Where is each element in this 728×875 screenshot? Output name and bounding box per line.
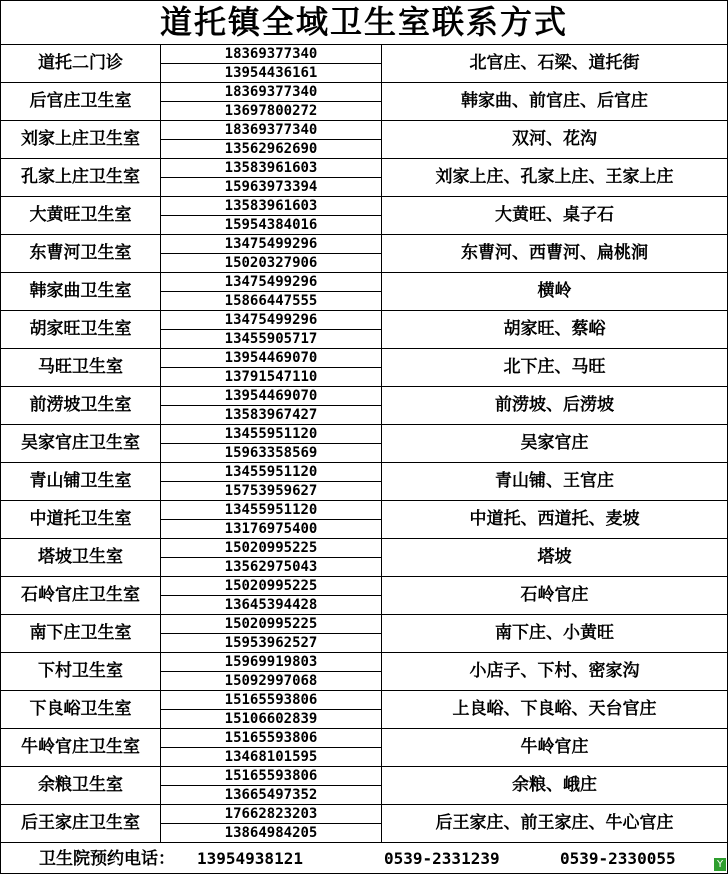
table-row: [1, 349, 727, 387]
phone-cell: [161, 83, 382, 120]
page-title: 道托镇全域卫生室联系方式: [1, 1, 727, 45]
phone-number: 15954384016: [224, 217, 318, 233]
service-areas: 前涝坡、后涝坡: [495, 395, 614, 415]
service-areas: 双河、花沟: [512, 129, 597, 149]
table-row: [1, 653, 727, 691]
phone-cell: [161, 653, 382, 690]
service-areas: 后王家庄、前王家庄、牛心官庄: [435, 813, 674, 833]
phone-number: 13562975043: [224, 559, 318, 575]
phone-number: 15020995225: [161, 539, 381, 558]
table-row: [1, 767, 727, 805]
table-row: [1, 463, 727, 501]
footer-phone-landline-1: 0539-2331239: [384, 849, 500, 868]
service-areas: 刘家上庄、孔家上庄、王家上庄: [435, 167, 674, 187]
phone-cell: [161, 691, 382, 728]
phone-cell: [161, 767, 382, 804]
phone-number: 13583967427: [224, 407, 318, 423]
corner-mark-icon: Y: [714, 858, 726, 871]
footer-appointment: [1, 843, 727, 873]
clinic-name: 青山铺卫生室: [1, 463, 161, 500]
phone-number: 15106602839: [224, 711, 318, 727]
phone-number: 15165593806: [161, 691, 381, 710]
service-areas: 小店子、下村、密家沟: [469, 661, 640, 681]
clinic-name: 道托二门诊: [1, 45, 161, 82]
service-areas: 北官庄、石梁、道托街: [469, 53, 640, 73]
table-row: [1, 387, 727, 425]
phone-number: 15165593806: [161, 729, 381, 748]
phone-number: 13176975400: [224, 521, 318, 537]
phone-number: 13954436161: [224, 65, 318, 81]
table-row: [1, 691, 727, 729]
phone-cell: [161, 273, 382, 310]
service-areas: 中道托、西道托、麦坡: [469, 509, 640, 529]
phone-cell: [161, 121, 382, 158]
clinic-name: 吴家官庄卫生室: [1, 425, 161, 462]
contact-table: [1, 45, 727, 843]
table-row: [1, 121, 727, 159]
service-areas: 青山铺、王官庄: [495, 471, 614, 491]
table-row: [1, 539, 727, 577]
table-row: [1, 615, 727, 653]
clinic-name: 马旺卫生室: [1, 349, 161, 386]
phone-cell: [161, 729, 382, 766]
phone-number: 13455951120: [161, 425, 381, 444]
service-areas: 大黄旺、桌子石: [495, 205, 614, 225]
footer-phone-mobile: 13954938121: [197, 849, 303, 868]
phone-cell: [161, 159, 382, 196]
phone-cell: [161, 539, 382, 576]
service-areas: 韩家曲、前官庄、后官庄: [461, 91, 648, 111]
clinic-name: 东曹河卫生室: [1, 235, 161, 272]
service-areas: 南下庄、小黄旺: [495, 623, 614, 643]
clinic-name: 胡家旺卫生室: [1, 311, 161, 348]
phone-number: 15866447555: [224, 293, 318, 309]
phone-cell: [161, 387, 382, 424]
phone-number: 15969919803: [161, 653, 381, 672]
phone-cell: [161, 577, 382, 614]
clinic-name: 大黄旺卫生室: [1, 197, 161, 234]
phone-number: 13583961603: [161, 159, 381, 178]
phone-number: 13697800272: [224, 103, 318, 119]
phone-number: 17662823203: [161, 805, 381, 824]
clinic-name: 韩家曲卫生室: [1, 273, 161, 310]
phone-number: 13791547110: [224, 369, 318, 385]
footer-phone-landline-2: 0539-2330055: [560, 849, 676, 868]
table-row: [1, 425, 727, 463]
phone-number: 15753959627: [224, 483, 318, 499]
table-row: [1, 273, 727, 311]
phone-number: 18369377340: [161, 83, 381, 102]
phone-cell: [161, 311, 382, 348]
phone-cell: [161, 349, 382, 386]
service-areas: 石岭官庄: [520, 585, 589, 605]
clinic-name: 牛岭官庄卫生室: [1, 729, 161, 766]
phone-number: 15020995225: [161, 577, 381, 596]
phone-number: 15020327906: [224, 255, 318, 271]
phone-number: 15020995225: [161, 615, 381, 634]
phone-number: 18369377340: [161, 121, 381, 140]
service-areas: 余粮、峨庄: [512, 775, 597, 795]
clinic-name: 南下庄卫生室: [1, 615, 161, 652]
phone-number: 15092997068: [224, 673, 318, 689]
phone-cell: [161, 805, 382, 842]
phone-number: 13954469070: [161, 387, 381, 406]
phone-number: 15963973394: [224, 179, 318, 195]
phone-number: 15953962527: [224, 635, 318, 651]
clinic-name: 孔家上庄卫生室: [1, 159, 161, 196]
service-areas: 东曹河、西曹河、扁桃涧: [461, 243, 648, 263]
clinic-name: 下村卫生室: [1, 653, 161, 690]
table-row: [1, 311, 727, 349]
clinic-name: 塔坡卫生室: [1, 539, 161, 576]
service-areas: 胡家旺、蔡峪: [503, 319, 606, 339]
table-row: [1, 235, 727, 273]
phone-number: 13468101595: [224, 749, 318, 765]
phone-number: 13665497352: [224, 787, 318, 803]
table-row: [1, 159, 727, 197]
footer-label: 卫生院预约电话：: [39, 849, 175, 869]
phone-number: 15963358569: [224, 445, 318, 461]
phone-number: 13864984205: [224, 825, 318, 841]
table-row: [1, 729, 727, 767]
phone-cell: [161, 615, 382, 652]
clinic-name: 后官庄卫生室: [1, 83, 161, 120]
clinic-name: 刘家上庄卫生室: [1, 121, 161, 158]
service-areas: 吴家官庄: [520, 433, 589, 453]
phone-number: 13475499296: [161, 235, 381, 254]
phone-number: 15165593806: [161, 767, 381, 786]
phone-number: 13455951120: [161, 501, 381, 520]
phone-cell: [161, 425, 382, 462]
phone-number: 18369377340: [161, 45, 381, 64]
phone-number: 13455951120: [161, 463, 381, 482]
clinic-name: 中道托卫生室: [1, 501, 161, 538]
service-areas: 塔坡: [537, 547, 572, 567]
phone-cell: [161, 463, 382, 500]
phone-cell: [161, 45, 382, 82]
phone-number: 13475499296: [161, 311, 381, 330]
table-row: [1, 577, 727, 615]
service-areas: 上良峪、下良峪、天台官庄: [452, 699, 657, 719]
phone-number: 13583961603: [161, 197, 381, 216]
clinic-name: 石岭官庄卫生室: [1, 577, 161, 614]
clinic-name: 前涝坡卫生室: [1, 387, 161, 424]
service-areas: 牛岭官庄: [520, 737, 589, 757]
table-row: [1, 45, 727, 83]
table-row: [1, 83, 727, 121]
phone-cell: [161, 501, 382, 538]
clinic-name: 后王家庄卫生室: [1, 805, 161, 842]
phone-cell: [161, 197, 382, 234]
table-row: [1, 805, 727, 843]
phone-number: 13645394428: [224, 597, 318, 613]
phone-number: 13562962690: [224, 141, 318, 157]
table-row: [1, 501, 727, 539]
phone-number: 13475499296: [161, 273, 381, 292]
phone-number: 13954469070: [161, 349, 381, 368]
phone-cell: [161, 235, 382, 272]
table-row: [1, 197, 727, 235]
clinic-name: 下良峪卫生室: [1, 691, 161, 728]
service-areas: 横岭: [537, 281, 572, 301]
clinic-name: 余粮卫生室: [1, 767, 161, 804]
phone-number: 13455905717: [224, 331, 318, 347]
service-areas: 北下庄、马旺: [503, 357, 606, 377]
